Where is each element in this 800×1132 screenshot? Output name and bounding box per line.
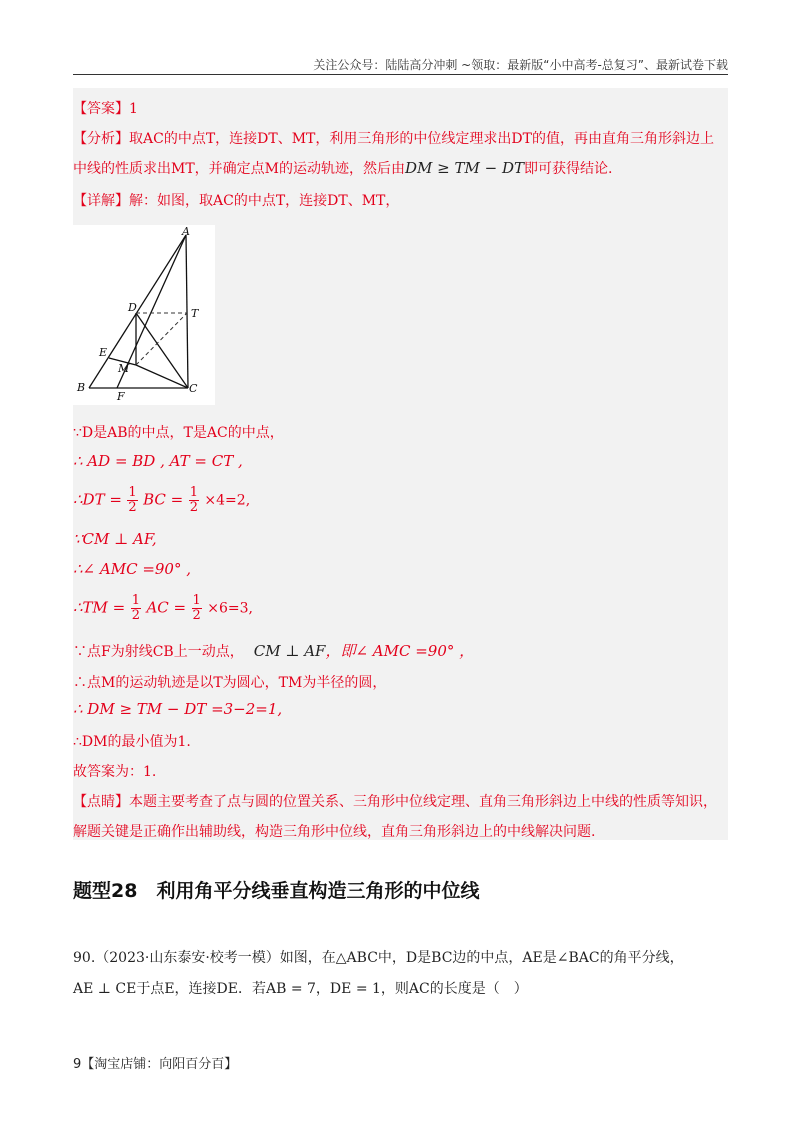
analysis-text-1: 取AC的中点T，连接DT、MT，利用三角形的中位线定理求出DT的值，再由直角三角形斜边上 [129, 131, 714, 147]
header-rule [73, 74, 728, 75]
comment-label: 【点睛】 [73, 794, 129, 810]
segment-ac [186, 235, 188, 388]
step-1: ∵D是AB的中点，T是AC的中点， [73, 425, 284, 441]
step-2-text: ∴ AD = BD , AT = CT , [73, 452, 243, 470]
step-10: ∴DM的最小值为1. [73, 734, 191, 750]
fraction-half-1: $\frac{1}{2}$ [128, 485, 137, 515]
step-4 [73, 530, 157, 548]
label-e: E [99, 346, 108, 359]
step-3-a: ∴DT = [73, 490, 122, 509]
step-6 [73, 594, 253, 623]
analysis-line-1 [73, 128, 714, 148]
label-c: C [189, 382, 198, 395]
step-7-math: CM ⊥ AF [253, 642, 326, 660]
step-4-text: ∵CM ⊥ AF, [73, 530, 157, 548]
question-line-2: AE ⊥ CE于点E，连接DE．若AB = 7，DE = 1，则AC的长度是（ ） [73, 981, 528, 997]
label-a: A [182, 225, 190, 238]
step-9-text: ∴ DM ≥ TM − DT =3−2=1, [73, 700, 283, 718]
analysis-line-2 [73, 158, 612, 178]
step-3-b: BC = [143, 490, 184, 509]
geometry-figure [73, 225, 215, 405]
step-7 [73, 640, 474, 661]
fraction-half-2: $\frac{1}{2}$ [189, 485, 198, 515]
step-6-c: ×6=3, [207, 600, 254, 617]
step-6-b: AC = [146, 598, 187, 617]
step-5-text: ∴∠ AMC =90° , [73, 560, 192, 578]
step-6-a: ∴TM = [73, 598, 126, 617]
label-f: F [117, 390, 125, 403]
detail-label: 【详解】 [73, 193, 129, 209]
comment-text-1: 本题主要考查了点与圆的位置关系、三角形中位线定理、直角三角形斜边上中线的性质等知识， [129, 794, 717, 810]
analysis-label: 【分析】 [73, 131, 129, 147]
comment-line-1 [73, 791, 717, 811]
comment-line-2: 解题关键是正确作出辅助线，构造三角形中位线，直角三角形斜边上的中线解决问题. [73, 824, 596, 840]
page-footer: 9【淘宝店铺：向阳百分百】 [73, 1057, 238, 1072]
detail-text: 解：如图，取AC的中点T，连接DT、MT， [129, 193, 400, 209]
label-d: D [128, 301, 137, 314]
label-b: B [77, 381, 86, 394]
step-3-c: ×4=2, [204, 492, 251, 509]
question-line-1: 90.（2023·山东泰安·校考一模）如图，在△ABC中，D是BC边的中点，AE是∠BAC的角平分线， [73, 950, 684, 966]
page-header: 关注公众号：陆陆高分冲刺 ~领取：最新版“小中高考-总复习”、最新试卷下载 [313, 58, 728, 72]
answer-section [73, 88, 728, 840]
analysis-inequality: DM ≥ TM − DT [405, 159, 525, 177]
answer-line: 【答案】1 [73, 101, 138, 117]
step-9 [73, 700, 282, 718]
analysis-text-2b: 即可获得结论. [524, 161, 613, 177]
fraction-half-4: $\frac{1}{2}$ [192, 593, 201, 623]
label-m: M [118, 362, 130, 375]
final-answer: 故答案为：1. [73, 764, 157, 780]
analysis-text-2a: 中线的性质求出MT，并确定点M的运动轨迹，然后由 [73, 161, 406, 177]
step-5 [73, 560, 191, 578]
label-t: T [191, 307, 199, 320]
step-8: ∴点M的运动轨迹是以T为圆心，TM为半径的圆， [73, 675, 387, 691]
step-2 [73, 452, 243, 470]
section-title: 题型28 利用角平分线垂直构造三角形的中位线 [73, 880, 480, 902]
detail-line [73, 190, 399, 210]
dashed-mt [136, 313, 187, 365]
step-7-a: ∵点F为射线CB上一动点， [73, 644, 244, 660]
step-3 [73, 486, 250, 515]
fraction-half-3: $\frac{1}{2}$ [131, 593, 140, 623]
step-7-b: ，即∠ AMC =90° ， [325, 642, 475, 660]
